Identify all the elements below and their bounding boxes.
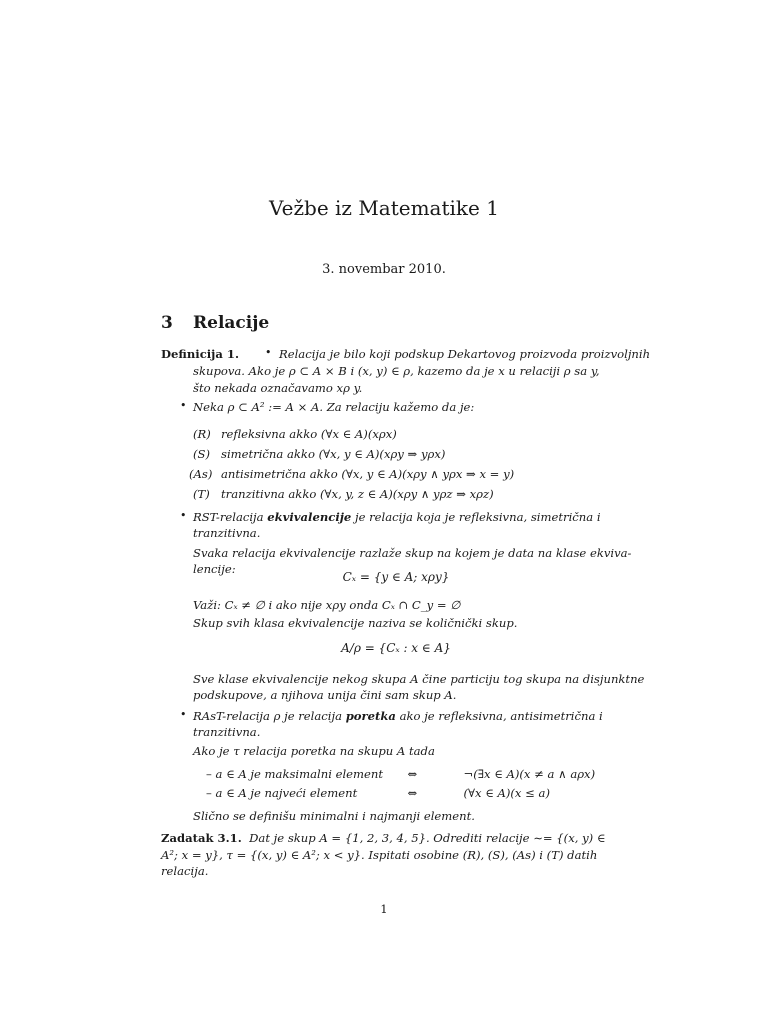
order-item-left: a ∈ A je maksimalni element: [215, 767, 384, 781]
definition-text: skupova. Ako je ρ ⊂ A × B i (x, y) ∈ ρ, kazemo da je x u relaciji ρ sa y,: [193, 364, 600, 378]
property-row: [193, 446, 445, 462]
property-text: simetrična akko (∀x, y ∈ A)(xρy ⇒ yρx): [221, 447, 446, 461]
iff-icon: ⇔: [407, 786, 418, 800]
property-text: tranzitivna akko (∀x, y, z ∈ A)(xρy ∧ yρz ⇒ xρz): [221, 487, 494, 501]
order-item: [206, 785, 550, 801]
order-paragraph: Ako je τ relacija poretka na skupu A tada: [193, 744, 435, 758]
page-number: 1: [380, 902, 388, 916]
relation-intro: Neka ρ ⊂ A² := A × A. Za relaciju kažemo da je:: [193, 400, 475, 414]
bullet-icon: •: [180, 708, 187, 721]
task-text: A²; x = y}, τ = {(x, y) ∈ A²; x < y}. Ispitati osobine (R), (S), (As) i (T) datih: [161, 848, 598, 862]
equation-quotient: A/ρ = {Cₓ : x ∈ A}: [341, 641, 451, 655]
equivalence-paragraph: Svaka relacija ekvivalencije razlaže skup na kojem je data na klase ekviva-: [193, 546, 632, 560]
definition-line-1: [161, 346, 239, 362]
property-row: [193, 486, 494, 502]
task-line-1: [161, 830, 605, 846]
order-item-right: ¬(∃x ∈ A)(x ≠ a ∧ aρx): [463, 767, 596, 781]
document-title: Vežbe iz Matematike 1: [269, 196, 499, 220]
property-text: antisimetrična akko (∀x, y ∈ A)(xρy ∧ yρx ⇒ x = y): [221, 467, 515, 481]
order-line-2: tranzitivna.: [193, 725, 261, 739]
definition-text: Relacija je bilo koji podskup Dekartovog proizvoda proizvoljnih: [279, 347, 651, 361]
section-title: Relacije: [193, 313, 270, 333]
order-item: [206, 766, 595, 782]
equivalence-paragraph: lencije:: [193, 562, 236, 576]
equivalence-heading: [193, 509, 601, 525]
property-tag: (R): [193, 427, 211, 441]
equivalence-pre: RST-relacija: [193, 510, 268, 524]
document-date: 3. novembar 2010.: [322, 262, 446, 277]
equivalence-paragraph: Skup svih klasa ekvivalencije naziva se količnički skup.: [193, 616, 518, 630]
equivalence-line-2: tranzitivna.: [193, 526, 261, 540]
bullet-icon: •: [180, 399, 187, 412]
order-item-left: a ∈ A je najveći element: [215, 786, 358, 800]
order-term: poretka: [345, 709, 396, 723]
bullet-icon: •: [265, 346, 272, 359]
bullet-icon: •: [180, 509, 187, 522]
dash-icon: –: [206, 786, 216, 800]
order-heading: [193, 708, 603, 724]
property-row: [189, 466, 514, 482]
equivalence-paragraph: Sve klase ekvivalencije nekog skupa A čine particiju tog skupa na disjunktne: [193, 672, 645, 686]
equivalence-paragraph: Važi: Cₓ ≠ ∅ i ako nije xρy onda Cₓ ∩ C_y = ∅: [193, 598, 461, 612]
property-tag: (As): [189, 467, 213, 481]
task-text: relacija.: [161, 864, 209, 878]
order-post: ako je refleksivna, antisimetrična i: [395, 709, 603, 723]
equivalence-post: je relacija koja je refleksivna, simetrična i: [351, 510, 601, 524]
order-paragraph: Slično se definišu minimalni i najmanji element.: [193, 809, 475, 823]
equation-class: Cₓ = {y ∈ A; xρy}: [342, 570, 450, 584]
section-heading: [161, 313, 269, 333]
property-text: refleksivna akko (∀x ∈ A)(xρx): [221, 427, 397, 441]
definition-text: što nekada označavamo xρ y.: [193, 381, 363, 395]
equivalence-paragraph: podskupove, a njihova unija čini sam skup A.: [193, 688, 457, 702]
task-text: Dat je skup A = {1, 2, 3, 4, 5}. Odrediti relacije ∼= {(x, y) ∈: [249, 831, 606, 845]
equivalence-term: ekvivalencije: [267, 510, 352, 524]
section-number: 3: [161, 313, 173, 333]
order-item-right: (∀x ∈ A)(x ≤ a): [463, 786, 550, 800]
property-tag: (S): [193, 447, 210, 461]
iff-icon: ⇔: [407, 767, 418, 781]
property-tag: (T): [193, 487, 210, 501]
task-label: Zadatak 3.1.: [161, 831, 242, 845]
definition-label: Definicija 1.: [161, 347, 240, 361]
property-row: [193, 426, 397, 442]
dash-icon: –: [206, 767, 216, 781]
order-pre: RAsT-relacija ρ je relacija: [193, 709, 346, 723]
